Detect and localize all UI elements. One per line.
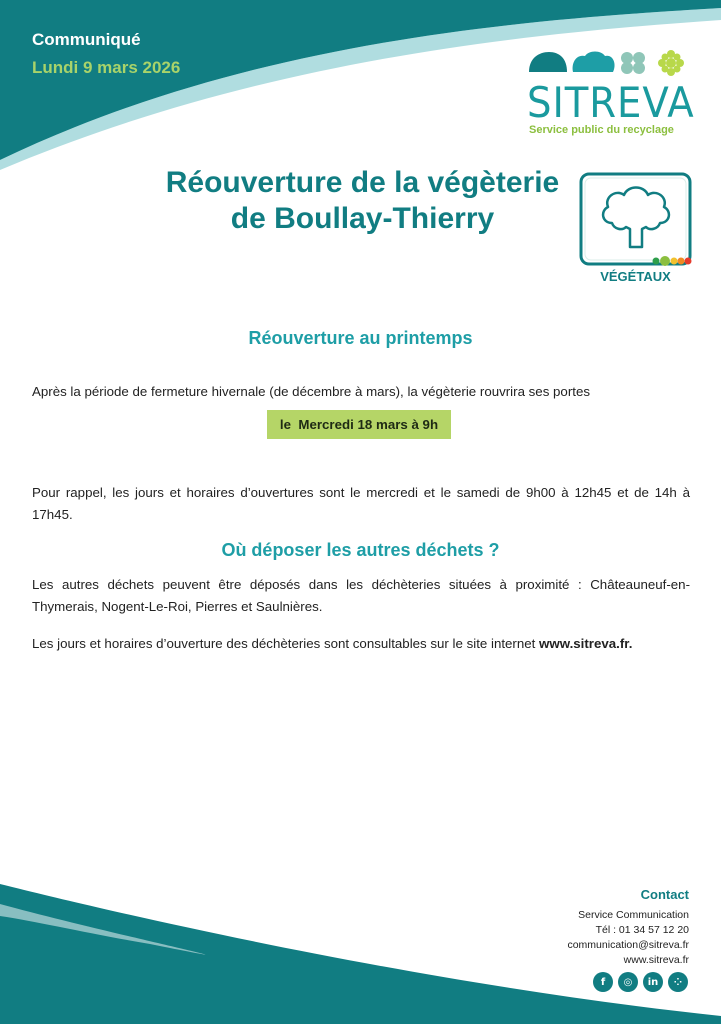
reopening-intro: Après la période de fermeture hivernale (de décembre à mars), la végèterie rouvrira ses portes xyxy=(32,384,590,399)
other-waste-website-text xyxy=(32,633,690,655)
opening-hours-reminder: Pour rappel, les jours et horaires d’ouvertures sont le mercredi et le samedi de 9h00 à 12h45 et de 14h à 17h45. xyxy=(32,485,690,522)
facebook-icon[interactable]: f xyxy=(593,972,613,992)
header-text xyxy=(32,30,180,78)
sitreva-app-icon[interactable]: ⁘ xyxy=(668,972,688,992)
other-waste-text: Les autres déchets peuvent être déposés dans les déchèteries situées à proximité : Châteauneuf-en-Thymerais, Nogent-Le-Roi, Pierres et Saulnières. xyxy=(32,577,690,614)
document-kind: Communiqué xyxy=(32,30,141,49)
contact-heading: Contact xyxy=(640,887,689,902)
website-text-prefix: Les jours et horaires d’ouverture des déchèteries sont consultables sur le site internet xyxy=(32,636,540,651)
reopening-date-highlight: le Mercredi 18 mars à 9h xyxy=(267,410,451,439)
tree-icon xyxy=(578,171,693,271)
logo-tagline: Service public du recyclage xyxy=(529,124,674,136)
page-title xyxy=(110,165,615,237)
badge-label: VÉGÉTAUX xyxy=(600,269,671,284)
section-heading-reopening: Réouverture au printemps xyxy=(248,328,473,348)
contact-phone[interactable]: Tél : 01 34 57 12 20 xyxy=(595,924,689,936)
contact-email[interactable]: communication@sitreva.fr xyxy=(567,939,689,951)
contact-service: Service Communication xyxy=(578,909,689,921)
title-line-2: de Boullay-Thierry xyxy=(230,202,495,235)
vegetaux-badge xyxy=(578,171,693,291)
social-links xyxy=(593,972,688,992)
instagram-icon[interactable]: ◎ xyxy=(618,972,638,992)
linkedin-icon[interactable]: in xyxy=(643,972,663,992)
title-line-1: Réouverture de la végèterie xyxy=(165,166,560,199)
contact-website[interactable]: www.sitreva.fr xyxy=(623,954,689,966)
document-date: Lundi 9 mars 2026 xyxy=(32,58,181,77)
section-heading-other-waste: Où déposer les autres déchets ? xyxy=(221,540,500,560)
logo-name: SITREVA xyxy=(527,78,695,127)
contact-block xyxy=(567,887,689,968)
website-link[interactable]: www.sitreva.fr. xyxy=(539,636,633,651)
logo-shapes-icon xyxy=(527,48,692,78)
